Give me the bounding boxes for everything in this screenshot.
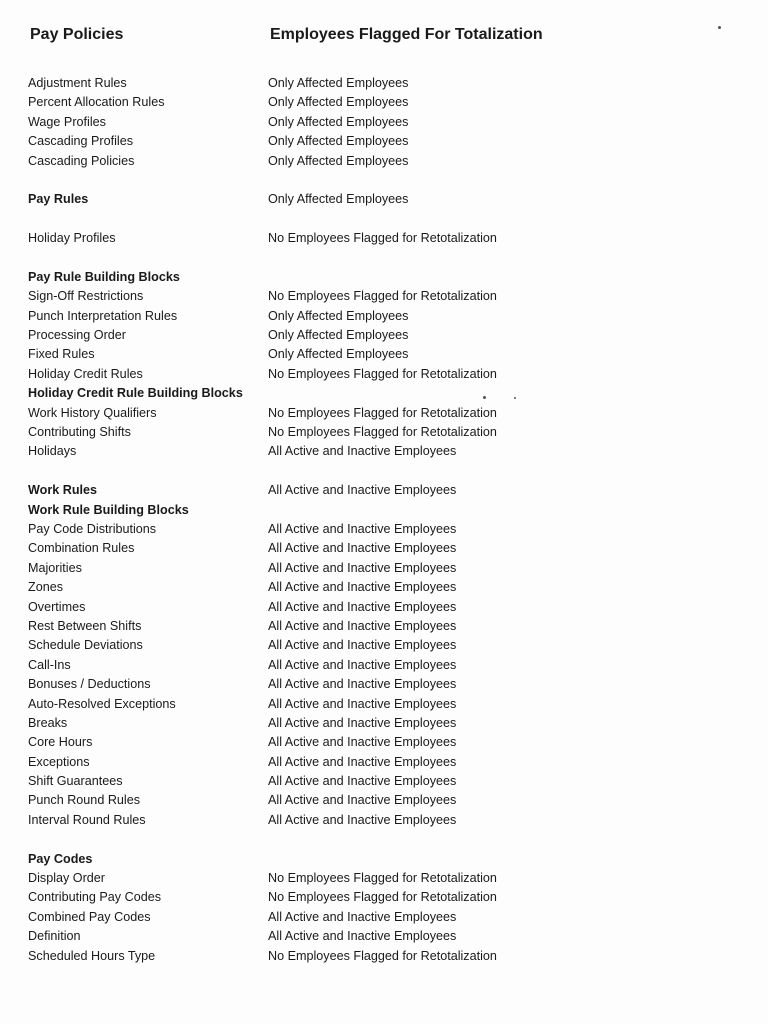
policy-row <box>28 888 748 907</box>
totalization-value: Only Affected Employees <box>268 95 409 110</box>
policy-label: Zones <box>28 580 64 595</box>
totalization-value: Only Affected Employees <box>268 134 409 149</box>
policy-row <box>28 190 748 209</box>
policy-row <box>28 850 748 869</box>
totalization-value: All Active and Inactive Employees <box>268 541 457 556</box>
totalization-value: All Active and Inactive Employees <box>268 735 457 750</box>
policy-row <box>28 539 748 558</box>
policy-row <box>28 947 748 966</box>
policy-row <box>28 229 748 248</box>
policy-label: Schedule Deviations <box>28 638 143 653</box>
policy-label: Contributing Pay Codes <box>28 890 162 905</box>
totalization-value: Only Affected Employees <box>268 192 409 207</box>
section-heading: Pay Rules <box>28 192 89 207</box>
policy-label: Contributing Shifts <box>28 425 131 440</box>
policy-label: Punch Interpretation Rules <box>28 308 178 323</box>
totalization-value: All Active and Inactive Employees <box>268 638 457 653</box>
policy-label: Breaks <box>28 715 68 730</box>
policy-label: Cascading Policies <box>28 153 135 168</box>
policy-row <box>28 326 748 345</box>
policy-label: Interval Round Rules <box>28 812 146 827</box>
totalization-value: Only Affected Employees <box>268 114 409 129</box>
policy-row <box>28 791 748 810</box>
policy-row <box>28 132 748 151</box>
column-header-employees-flagged: Employees Flagged For Totalization <box>270 26 543 43</box>
policy-label: Majorities <box>28 560 82 575</box>
policy-label: Scheduled Hours Type <box>28 948 156 963</box>
policy-row <box>28 93 748 112</box>
totalization-value: All Active and Inactive Employees <box>268 715 457 730</box>
policy-row <box>28 675 748 694</box>
policy-row <box>28 869 748 888</box>
policy-label: Overtimes <box>28 599 86 614</box>
totalization-value: All Active and Inactive Employees <box>268 909 457 924</box>
totalization-value: All Active and Inactive Employees <box>268 793 457 808</box>
totalization-value: All Active and Inactive Employees <box>268 618 457 633</box>
policy-label: Combined Pay Codes <box>28 909 151 924</box>
policy-row <box>28 74 748 93</box>
scan-speck <box>483 396 486 399</box>
policy-label: Exceptions <box>28 754 90 769</box>
policy-row <box>28 617 748 636</box>
policy-row <box>28 636 748 655</box>
policy-row <box>28 927 748 946</box>
policy-label: Pay Code Distributions <box>28 521 157 536</box>
policy-label: Punch Round Rules <box>28 793 141 808</box>
totalization-value: Only Affected Employees <box>268 308 409 323</box>
table-header <box>30 26 750 50</box>
totalization-value: All Active and Inactive Employees <box>268 677 457 692</box>
policy-label: Core Hours <box>28 735 93 750</box>
policy-row <box>28 520 748 539</box>
policy-row <box>28 598 748 617</box>
policy-row <box>28 481 748 500</box>
spacer-row <box>28 462 748 481</box>
policy-label: Wage Profiles <box>28 114 106 129</box>
policy-label: Combination Rules <box>28 541 135 556</box>
policy-label: Adjustment Rules <box>28 76 127 90</box>
policy-label: Processing Order <box>28 328 126 343</box>
policy-label: Work History Qualifiers <box>28 405 157 420</box>
policy-label: Holiday Profiles <box>28 231 116 246</box>
spacer-row <box>28 249 748 268</box>
totalization-value: All Active and Inactive Employees <box>268 657 457 672</box>
totalization-value: Only Affected Employees <box>268 76 409 90</box>
policy-row <box>28 365 748 384</box>
totalization-value: All Active and Inactive Employees <box>268 521 457 536</box>
policy-row <box>28 404 748 423</box>
policy-label: Cascading Profiles <box>28 134 133 149</box>
totalization-value: No Employees Flagged for Retotalization <box>268 948 497 963</box>
totalization-value: All Active and Inactive Employees <box>268 774 457 789</box>
spacer-row <box>28 171 748 190</box>
section-heading: Work Rules <box>28 483 98 498</box>
policy-row <box>28 733 748 752</box>
policy-label: Holidays <box>28 444 77 459</box>
policy-label: Holiday Credit Rules <box>28 366 143 381</box>
policy-row <box>28 714 748 733</box>
policy-label: Display Order <box>28 871 105 886</box>
policy-label: Bonuses / Deductions <box>28 677 151 692</box>
policy-label: Fixed Rules <box>28 347 95 362</box>
policy-label: Rest Between Shifts <box>28 618 142 633</box>
policy-row <box>28 423 748 442</box>
totalization-value: No Employees Flagged for Retotalization <box>268 231 497 246</box>
spacer-row <box>28 830 748 849</box>
policy-row <box>28 442 748 461</box>
policy-row <box>28 772 748 791</box>
policy-row <box>28 501 748 520</box>
policy-list <box>28 74 748 966</box>
totalization-value: No Employees Flagged for Retotalization <box>268 890 497 905</box>
policy-row <box>28 384 748 403</box>
totalization-value: Only Affected Employees <box>268 347 409 362</box>
policy-row <box>28 152 748 171</box>
policy-label: Auto-Resolved Exceptions <box>28 696 176 711</box>
spacer-row <box>28 210 748 229</box>
totalization-value: All Active and Inactive Employees <box>268 599 457 614</box>
section-heading: Pay Codes <box>28 851 93 866</box>
policy-row <box>28 559 748 578</box>
policy-row <box>28 307 748 326</box>
policy-row <box>28 908 748 927</box>
totalization-value: No Employees Flagged for Retotalization <box>268 871 497 886</box>
policy-label: Sign-Off Restrictions <box>28 289 144 304</box>
totalization-value: All Active and Inactive Employees <box>268 754 457 769</box>
policy-label: Shift Guarantees <box>28 774 123 789</box>
section-heading: Holiday Credit Rule Building Blocks <box>28 386 243 401</box>
totalization-value: All Active and Inactive Employees <box>268 483 457 498</box>
policy-label: Call-Ins <box>28 657 71 672</box>
policy-label: Percent Allocation Rules <box>28 95 165 110</box>
policy-row <box>28 656 748 675</box>
policy-row <box>28 287 748 306</box>
section-heading: Work Rule Building Blocks <box>28 502 189 517</box>
policy-row <box>28 345 748 364</box>
totalization-value: No Employees Flagged for Retotalization <box>268 366 497 381</box>
section-heading: Pay Rule Building Blocks <box>28 269 180 284</box>
scan-speck <box>514 397 516 399</box>
column-header-pay-policies: Pay Policies <box>30 26 124 43</box>
policy-row <box>28 578 748 597</box>
totalization-value: All Active and Inactive Employees <box>268 812 457 827</box>
totalization-value: All Active and Inactive Employees <box>268 696 457 711</box>
totalization-value: All Active and Inactive Employees <box>268 444 457 459</box>
totalization-value: No Employees Flagged for Retotalization <box>268 405 497 420</box>
policy-row <box>28 695 748 714</box>
policy-row <box>28 753 748 772</box>
totalization-value: All Active and Inactive Employees <box>268 580 457 595</box>
policy-row <box>28 113 748 132</box>
totalization-value: All Active and Inactive Employees <box>268 929 457 944</box>
totalization-value: No Employees Flagged for Retotalization <box>268 289 497 304</box>
totalization-value: Only Affected Employees <box>268 328 409 343</box>
policy-row <box>28 811 748 830</box>
policy-label: Definition <box>28 929 81 944</box>
scan-speck <box>718 26 721 29</box>
totalization-value: All Active and Inactive Employees <box>268 560 457 575</box>
totalization-value: Only Affected Employees <box>268 153 409 168</box>
totalization-value: No Employees Flagged for Retotalization <box>268 425 497 440</box>
policy-row <box>28 268 748 287</box>
